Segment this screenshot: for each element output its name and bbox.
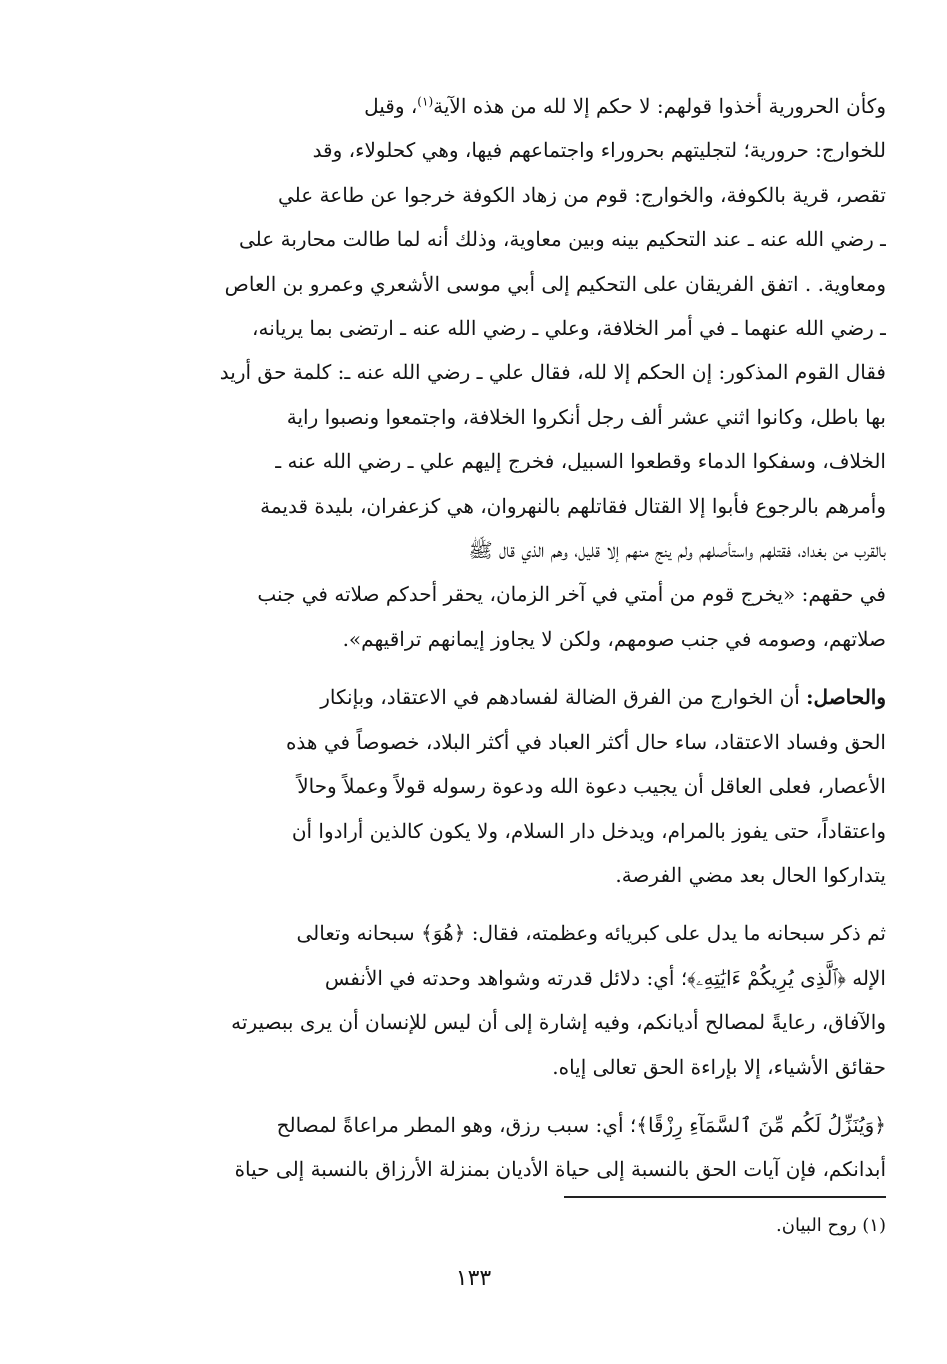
text-segment: وكأن الحرورية أخذوا قولهم: لا حكم إلا لله من هذه الآية: [433, 94, 886, 118]
paragraph-signs: [62, 911, 886, 1089]
text-line: الخلاف، وسفكوا الدماء وقطعوا السبيل، فخرج إليهم علي ـ رضي الله عنه ـ: [275, 449, 886, 474]
page-body: [62, 84, 886, 1192]
text-line: ثم ذكر سبحانه ما يدل على كبريائه وعظمته، فقال: ﴿هُوَ﴾ سبحانه وتعالى: [296, 921, 886, 946]
paragraph-conclusion: [62, 675, 886, 897]
text-line: ومعاوية. . اتفق الفريقان على التحكيم إلى أبي موسى الأشعري وعمرو بن العاص: [224, 271, 886, 296]
paragraph-khawarij: [62, 84, 886, 661]
text-line: الحق وفساد الاعتقاد، ساء حال أكثر العباد في أكثر البلاد، خصوصاً في هذه: [285, 729, 886, 754]
page-number: ١٣٣: [455, 1266, 492, 1291]
text-line: ﴿وَيُنَزِّلُ لَكُم مِّنَ ٱلسَّمَآءِ رِزْقًا﴾؛ أي: سبب رزق، وهو المطر مراعاةً لمصالح: [276, 1112, 886, 1137]
text-line: للخوارج: حرورية؛ لتجليتهم بحروراء واجتماعهم فيها، وهي كحلولاء، وقد: [312, 138, 886, 163]
text-line: [62, 84, 886, 128]
lead-term: والحاصل:: [806, 685, 886, 710]
footnote: [776, 1212, 886, 1240]
text-line: بها باطل، وكانوا اثني عشر ألف رجل أنكروا الخلافة، واجتمعوا ونصبوا راية: [286, 404, 886, 429]
text-line: في حقهم: «يخرج قوم من أمتي في آخر الزمان، يحقر أحدكم صلاته في جنب: [257, 582, 886, 607]
text-line: أبدانكم، فإن آيات الحق بالنسبة إلى حياة الأديان بمنزلة الأرزاق بالنسبة إلى حياة: [234, 1157, 886, 1182]
text-segment: أن الخوارج من الفرق الضالة لفسادهم في الاعتقاد، وبإنكار: [320, 685, 807, 710]
footnote-text: روح البيان.: [776, 1215, 857, 1236]
paragraph-provision: [62, 1103, 886, 1192]
text-line: بالقرب من بغداد، فقتلهم واستأصلهم ولم ينج منهم إلا قليل، وهم الذي قال ﷺ: [468, 538, 886, 563]
text-line: فقال القوم المذكور: إن الحكم إلا لله، فقال علي ـ رضي الله عنه ـ: كلمة حق أريد: [219, 360, 886, 385]
footnote-reference[interactable]: (١): [417, 94, 434, 109]
text-line: تقصر، قرية بالكوفة، والخوارج: قوم من زهاد الكوفة خرجوا عن طاعة علي: [277, 182, 886, 207]
text-line: الأعصار، فعلى العاقل أن يجيب دعوة الله ودعوة رسوله قولاً وعملاً وحالاً: [297, 774, 886, 799]
text-line: ـ رضي الله عنهما ـ في أمر الخلافة، وعلي ـ رضي الله عنه ـ ارتضى بما يريانه،: [252, 316, 886, 341]
text-line: يتداركوا الحال بعد مضي الفرصة.: [615, 862, 886, 887]
footnote-marker: (١): [862, 1215, 886, 1236]
text-line: حقائق الأشياء، إلا بإراءة الحق تعالى إياه.: [552, 1054, 886, 1079]
text-line: ـ رضي الله عنه ـ عند التحكيم بينه وبين معاوية، وذلك أنه لما طالت محاربة على: [239, 227, 886, 252]
text-line: الإله ﴿ٱلَّذِى يُرِيكُمْ ءَايَٰتِهِۦ﴾؛ أي: دلائل قدرته وشواهد وحدته في الأنفس: [324, 965, 886, 990]
footnote-separator: [564, 1196, 886, 1198]
text-line: وأمرهم بالرجوع فأبوا إلا القتال فقاتلهم بالنهروان، هي كزعفران، بليدة قديمة: [260, 493, 886, 518]
text-line: واعتقاداً، حتى يفوز بالمرام، ويدخل دار السلام، ولا يكون كالذين أرادوا أن: [291, 818, 886, 843]
text-segment: ، وقيل: [364, 94, 418, 118]
text-line: [62, 675, 886, 719]
text-line: والآفاق، رعايةً لمصالح أديانكم، وفيه إشارة إلى أن ليس للإنسان أن يرى ببصيرته: [231, 1010, 886, 1035]
text-line: صلاتهم، وصومه في جنب صومهم، ولكن لا يجاوز إيمانهم تراقيهم».: [342, 626, 886, 651]
